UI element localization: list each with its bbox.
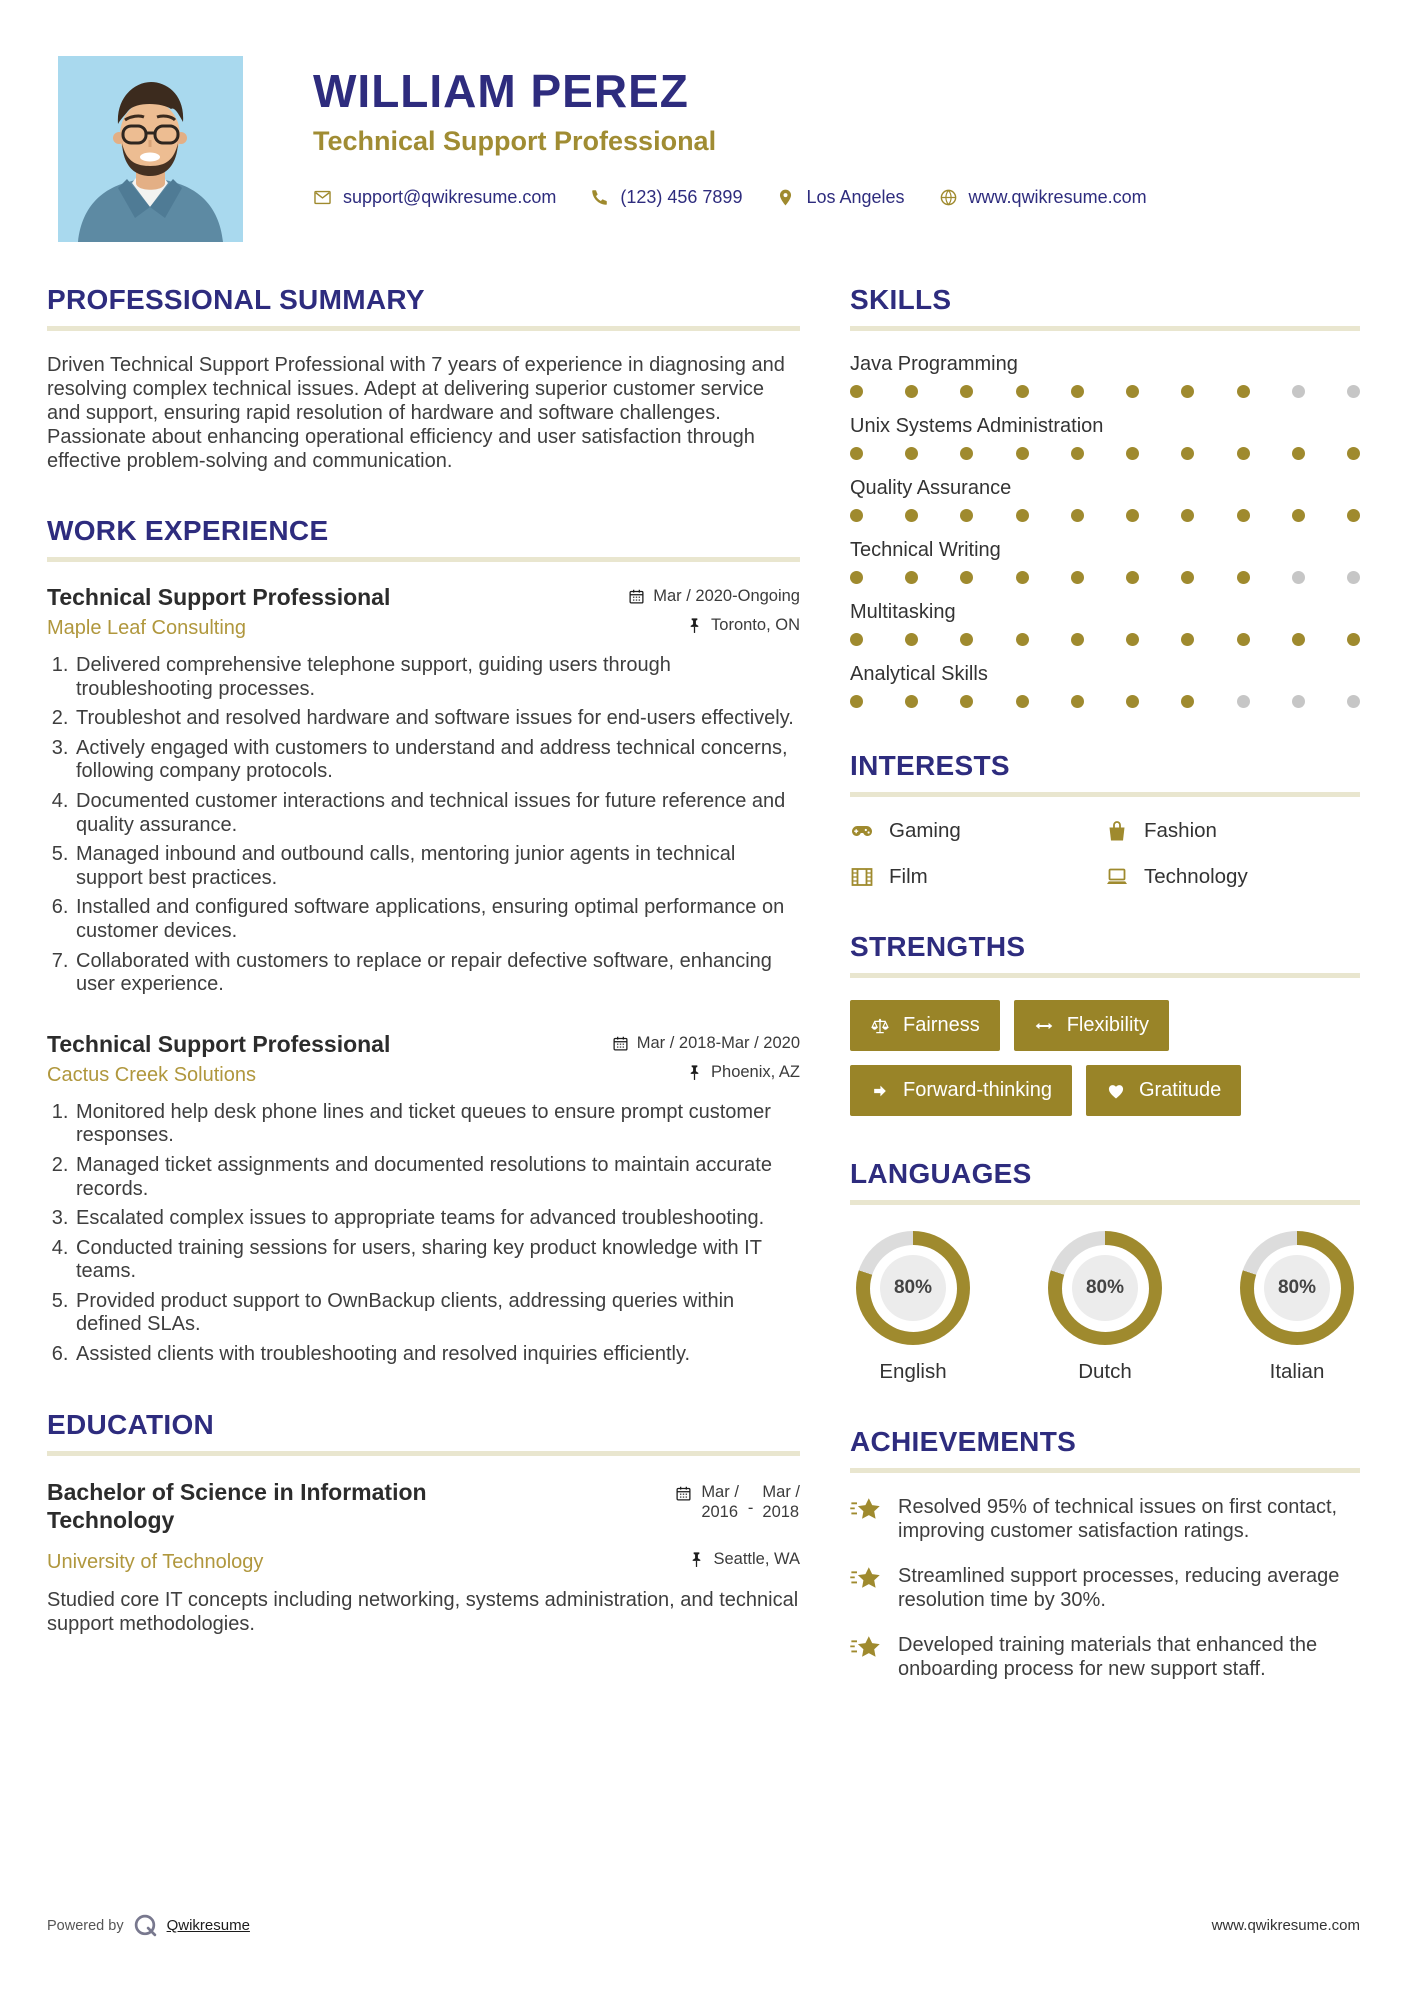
strength-badge bbox=[1014, 1000, 1169, 1051]
calendar-icon bbox=[612, 1035, 629, 1052]
skill-row bbox=[850, 415, 1360, 460]
contact-item bbox=[939, 187, 1147, 208]
company-name: Maple Leaf Consulting bbox=[47, 617, 247, 639]
achievements-heading: ACHIEVEMENTS bbox=[850, 1426, 1077, 1457]
strength-label: Flexibility bbox=[1066, 1014, 1149, 1036]
languages-section bbox=[850, 1158, 1360, 1384]
skill-dot bbox=[1126, 633, 1139, 646]
strengths-list bbox=[850, 1000, 1360, 1116]
education-heading: EDUCATION bbox=[47, 1408, 215, 1440]
skill-dot bbox=[905, 509, 918, 522]
skill-dot bbox=[905, 633, 918, 646]
job-subrow bbox=[47, 1058, 800, 1087]
job-date bbox=[612, 1034, 800, 1053]
job-bullet: 4. Documented customer interactions and technical issues for future reference and quality assurance. bbox=[74, 790, 800, 837]
skill-dot bbox=[1292, 509, 1305, 522]
contact-item bbox=[776, 187, 904, 208]
company-name: Cactus Creek Solutions bbox=[47, 1063, 256, 1086]
skill-row bbox=[850, 663, 1360, 708]
skill-dot bbox=[960, 633, 973, 646]
skill-rating bbox=[850, 571, 1360, 584]
education-dates bbox=[675, 1482, 800, 1536]
skill-name: Quality Assurance bbox=[850, 477, 1012, 499]
skill-dot bbox=[1347, 447, 1360, 460]
job-entry bbox=[47, 1031, 800, 1367]
language-item bbox=[1048, 1231, 1162, 1384]
skill-dot bbox=[1181, 385, 1194, 398]
skill-dot bbox=[1071, 571, 1084, 584]
strength-badge bbox=[850, 1000, 1000, 1051]
education-section bbox=[47, 1409, 800, 1637]
skill-dot bbox=[905, 695, 918, 708]
interest-label: Gaming bbox=[889, 819, 961, 842]
job-bullet: 2. Troubleshot and resolved hardware and software issues for end-users effectively. bbox=[74, 707, 800, 731]
interest-item bbox=[850, 865, 1105, 889]
job-bullet: 5. Provided product support to OwnBackup clients, addressing queries within defined SLAs. bbox=[74, 1290, 800, 1337]
skill-dot bbox=[1016, 571, 1029, 584]
language-percent: 80% bbox=[880, 1255, 946, 1321]
skill-dot bbox=[1292, 695, 1305, 708]
job-date-text: Mar / 2018-Mar / 2020 bbox=[636, 1033, 800, 1052]
contact-row bbox=[313, 187, 1147, 208]
skill-dot bbox=[1237, 385, 1250, 398]
footer bbox=[47, 1913, 1360, 1938]
education-description: Studied core IT concepts including networking, systems administration, and technical support methodologies. bbox=[47, 1589, 799, 1636]
interest-label: Technology bbox=[1144, 865, 1248, 888]
skill-dot bbox=[1347, 633, 1360, 646]
summary-section bbox=[47, 284, 800, 473]
skill-dot bbox=[850, 633, 863, 646]
skill-dot bbox=[1071, 385, 1084, 398]
summary-text: Driven Technical Support Professional with 7 years of experience in diagnosing and resolving complex technical issues. Adept at delivering superior customer service and support, ensuring rapid resolution of hardware and software challenges. Passionate about enhancing operational efficiency and user satisfaction through effective problem-solving and communication. bbox=[47, 354, 785, 472]
skill-dot bbox=[1237, 509, 1250, 522]
job-title: Technical Support Professional bbox=[47, 1030, 391, 1057]
skill-dot bbox=[1071, 695, 1084, 708]
skill-dot bbox=[1016, 695, 1029, 708]
skill-dot bbox=[960, 509, 973, 522]
language-percent: 80% bbox=[1072, 1255, 1138, 1321]
footer-website: www.qwikresume.com bbox=[1211, 1917, 1360, 1934]
star-burst-icon bbox=[850, 1565, 882, 1613]
job-bullet: 6. Installed and configured software applications, ensuring optimal performance on customer devices. bbox=[74, 896, 800, 943]
job-bullet: 1. Monitored help desk phone lines and ticket queues to ensure prompt customer responses. bbox=[74, 1101, 800, 1148]
skill-dot bbox=[1181, 571, 1194, 584]
skill-dot bbox=[1237, 571, 1250, 584]
skill-row bbox=[850, 477, 1360, 522]
qwikresume-logo-icon bbox=[133, 1913, 158, 1938]
skill-dot bbox=[850, 509, 863, 522]
skill-dot bbox=[850, 447, 863, 460]
skill-dot bbox=[1016, 385, 1029, 398]
heading-rule bbox=[47, 1451, 800, 1456]
heading-rule bbox=[850, 792, 1360, 797]
achievements-list bbox=[850, 1495, 1360, 1681]
skills-list bbox=[850, 353, 1360, 708]
interest-item bbox=[1105, 865, 1360, 889]
strengths-heading: STRENGTHS bbox=[850, 931, 1026, 962]
strength-badge bbox=[850, 1065, 1072, 1116]
job-location bbox=[686, 616, 800, 635]
heading-rule bbox=[47, 326, 800, 331]
skill-dot bbox=[1181, 633, 1194, 646]
job-bullet: 5. Managed inbound and outbound calls, mentoring junior agents in technical support best practices. bbox=[74, 843, 800, 890]
skill-dot bbox=[1292, 571, 1305, 584]
skill-dot bbox=[1126, 695, 1139, 708]
language-name: Dutch bbox=[1078, 1360, 1132, 1383]
skill-dot bbox=[1181, 509, 1194, 522]
double-arrow-icon bbox=[1034, 1016, 1054, 1036]
language-percent: 80% bbox=[1264, 1255, 1330, 1321]
language-name: Italian bbox=[1269, 1360, 1325, 1383]
skill-dot bbox=[960, 571, 973, 584]
job-title: Technical Support Professional bbox=[47, 584, 391, 610]
heading-rule bbox=[850, 326, 1360, 331]
skill-dot bbox=[1237, 633, 1250, 646]
degree-title: Bachelor of Science in Information Technology bbox=[47, 1478, 427, 1534]
main-columns bbox=[0, 284, 1407, 1723]
profile-photo-illustration bbox=[58, 56, 243, 242]
interest-item bbox=[1105, 819, 1360, 843]
shopping-bag-icon bbox=[1105, 819, 1129, 843]
calendar-icon bbox=[675, 1485, 692, 1502]
achievement-item bbox=[850, 1495, 1360, 1544]
contact-text: (123) 456 7899 bbox=[620, 187, 743, 207]
job-bullet: 3. Actively engaged with customers to understand and address technical concerns, following company protocols. bbox=[74, 737, 800, 784]
skill-dot bbox=[850, 695, 863, 708]
skill-dot bbox=[1347, 385, 1360, 398]
interests-heading: INTERESTS bbox=[850, 750, 1010, 781]
right-column bbox=[850, 284, 1360, 1723]
skill-dot bbox=[1237, 447, 1250, 460]
job-bullet: 3. Escalated complex issues to appropriate teams for advanced troubleshooting. bbox=[74, 1207, 800, 1231]
skill-name: Technical Writing bbox=[850, 539, 1001, 561]
qwikresume-link[interactable]: Qwikresume bbox=[166, 1917, 250, 1934]
job-location-text: Toronto, ON bbox=[711, 616, 800, 634]
skill-rating bbox=[850, 633, 1360, 646]
heading-rule bbox=[850, 1200, 1360, 1205]
skill-dot bbox=[1016, 633, 1029, 646]
skill-rating bbox=[850, 447, 1360, 460]
language-name: English bbox=[879, 1360, 947, 1383]
job-bullet-list bbox=[47, 654, 800, 997]
skill-dot bbox=[1071, 509, 1084, 522]
donut-hole bbox=[1254, 1245, 1341, 1332]
skill-name: Unix Systems Administration bbox=[850, 415, 1104, 437]
job-header-row bbox=[47, 584, 800, 611]
heading-rule bbox=[850, 1468, 1360, 1473]
achievement-item bbox=[850, 1564, 1360, 1613]
skill-dot bbox=[1347, 695, 1360, 708]
location-pin-icon bbox=[776, 188, 795, 207]
strength-label: Forward-thinking bbox=[903, 1079, 1052, 1101]
date-line: Mar / bbox=[701, 1482, 739, 1501]
skill-name: Multitasking bbox=[850, 601, 956, 623]
work-heading: WORK EXPERIENCE bbox=[47, 515, 329, 546]
job-date bbox=[628, 587, 800, 606]
skill-row bbox=[850, 539, 1360, 584]
language-donut bbox=[1048, 1231, 1162, 1345]
languages-heading: LANGUAGES bbox=[850, 1158, 1032, 1189]
heading-rule bbox=[47, 557, 800, 562]
skill-name: Java Programming bbox=[850, 353, 1018, 375]
skill-dot bbox=[905, 385, 918, 398]
skill-row bbox=[850, 601, 1360, 646]
achievement-item bbox=[850, 1633, 1360, 1682]
skill-name: Analytical Skills bbox=[850, 663, 988, 685]
skill-dot bbox=[905, 571, 918, 584]
left-column bbox=[47, 284, 800, 1723]
candidate-title: Technical Support Professional bbox=[313, 126, 717, 156]
calendar-icon bbox=[628, 588, 645, 605]
skill-dot bbox=[850, 385, 863, 398]
skill-dot bbox=[1016, 509, 1029, 522]
education-location bbox=[688, 1550, 800, 1569]
gamepad-icon bbox=[850, 819, 874, 843]
language-donut bbox=[856, 1231, 970, 1345]
pushpin-icon bbox=[686, 617, 703, 634]
skill-dot bbox=[960, 447, 973, 460]
achievement-text: Streamlined support processes, reducing average resolution time by 30%. bbox=[898, 1564, 1340, 1612]
education-date-to bbox=[762, 1482, 800, 1523]
skill-dot bbox=[1126, 509, 1139, 522]
strength-badge bbox=[1086, 1065, 1241, 1116]
skill-dot bbox=[1181, 447, 1194, 460]
strength-label: Gratitude bbox=[1138, 1079, 1222, 1101]
job-bullet: 7. Collaborated with customers to replace or repair defective software, enhancing user experience. bbox=[74, 950, 800, 997]
pushpin-icon bbox=[686, 1064, 703, 1081]
school-name: University of Technology bbox=[47, 1551, 264, 1574]
powered-by-label: Powered by bbox=[47, 1917, 124, 1934]
skill-dot bbox=[1292, 633, 1305, 646]
language-item bbox=[856, 1231, 970, 1384]
job-list bbox=[47, 584, 800, 1367]
skill-row bbox=[850, 353, 1360, 398]
job-bullet: 4. Conducted training sessions for users, sharing key product knowledge with IT teams. bbox=[74, 1237, 800, 1284]
skill-dot bbox=[1126, 447, 1139, 460]
skill-rating bbox=[850, 509, 1360, 522]
date-line: Mar / bbox=[762, 1482, 800, 1501]
date-line: 2016 bbox=[701, 1503, 739, 1522]
skills-section bbox=[850, 284, 1360, 708]
star-burst-icon bbox=[850, 1634, 882, 1682]
strength-label: Fairness bbox=[903, 1014, 980, 1036]
film-icon bbox=[850, 865, 874, 889]
job-entry bbox=[47, 584, 800, 997]
interests-section bbox=[850, 750, 1360, 889]
date-line: 2018 bbox=[762, 1503, 800, 1522]
arrow-right-icon bbox=[870, 1081, 890, 1101]
profile-photo bbox=[58, 56, 243, 242]
skill-rating bbox=[850, 385, 1360, 398]
skill-dot bbox=[1347, 509, 1360, 522]
skill-dot bbox=[850, 571, 863, 584]
scales-icon bbox=[870, 1016, 890, 1036]
skill-rating bbox=[850, 695, 1360, 708]
globe-icon bbox=[939, 188, 958, 207]
job-location bbox=[686, 1063, 800, 1082]
contact-item bbox=[313, 187, 556, 208]
job-header-row bbox=[47, 1031, 800, 1058]
job-subrow bbox=[47, 611, 800, 640]
job-location-text: Phoenix, AZ bbox=[711, 1062, 800, 1081]
skill-dot bbox=[905, 447, 918, 460]
education-header bbox=[47, 1478, 800, 1536]
interest-label: Film bbox=[889, 865, 928, 888]
header-identity bbox=[313, 56, 1147, 242]
contact-item bbox=[590, 187, 742, 208]
job-bullet-list bbox=[47, 1101, 800, 1367]
skill-dot bbox=[1292, 447, 1305, 460]
achievements-section bbox=[850, 1426, 1360, 1681]
skill-dot bbox=[960, 385, 973, 398]
interests-list bbox=[850, 819, 1360, 889]
education-date-from bbox=[701, 1482, 739, 1523]
job-bullet: 6. Assisted clients with troubleshooting and resolved inquiries efficiently. bbox=[74, 1343, 800, 1367]
skill-dot bbox=[1292, 385, 1305, 398]
email-icon bbox=[313, 188, 332, 207]
skill-dot bbox=[1071, 633, 1084, 646]
donut-hole bbox=[870, 1245, 957, 1332]
date-separator: - bbox=[747, 1498, 754, 1517]
footer-branding bbox=[47, 1913, 250, 1938]
skill-dot bbox=[1126, 571, 1139, 584]
location-text: Seattle, WA bbox=[713, 1550, 800, 1569]
language-donut bbox=[1240, 1231, 1354, 1345]
skill-dot bbox=[1016, 447, 1029, 460]
strengths-section bbox=[850, 931, 1360, 1116]
skill-dot bbox=[1237, 695, 1250, 708]
interest-label: Fashion bbox=[1144, 819, 1217, 842]
contact-text: www.qwikresume.com bbox=[968, 187, 1147, 207]
candidate-name: WILLIAM PEREZ bbox=[313, 65, 689, 117]
work-section bbox=[47, 515, 800, 1367]
skill-dot bbox=[1071, 447, 1084, 460]
laptop-icon bbox=[1105, 865, 1129, 889]
pushpin-icon bbox=[688, 1551, 705, 1568]
education-subrow bbox=[47, 1545, 800, 1574]
job-bullet: 2. Managed ticket assignments and documented resolutions to maintain accurate records. bbox=[74, 1154, 800, 1201]
skill-dot bbox=[1347, 571, 1360, 584]
heading-rule bbox=[850, 973, 1360, 978]
contact-text: support@qwikresume.com bbox=[343, 187, 557, 207]
job-bullet: 1. Delivered comprehensive telephone support, guiding users through troubleshooting processes. bbox=[74, 654, 800, 701]
languages-list bbox=[850, 1227, 1360, 1384]
skill-dot bbox=[960, 695, 973, 708]
achievement-text: Resolved 95% of technical issues on first contact, improving customer satisfaction ratings. bbox=[898, 1496, 1338, 1543]
language-item bbox=[1240, 1231, 1354, 1384]
skill-dot bbox=[1181, 695, 1194, 708]
donut-hole bbox=[1062, 1245, 1149, 1332]
star-burst-icon bbox=[850, 1496, 882, 1544]
phone-icon bbox=[590, 188, 609, 207]
job-date-text: Mar / 2020-Ongoing bbox=[653, 587, 800, 605]
header bbox=[0, 0, 1407, 242]
heart-icon bbox=[1106, 1081, 1126, 1101]
skills-heading: SKILLS bbox=[850, 284, 952, 315]
interest-item bbox=[850, 819, 1105, 843]
skill-dot bbox=[1126, 385, 1139, 398]
achievement-text: Developed training materials that enhanced the onboarding process for new support staff. bbox=[898, 1633, 1318, 1680]
contact-text: Los Angeles bbox=[806, 187, 905, 207]
summary-heading: PROFESSIONAL SUMMARY bbox=[47, 284, 425, 315]
